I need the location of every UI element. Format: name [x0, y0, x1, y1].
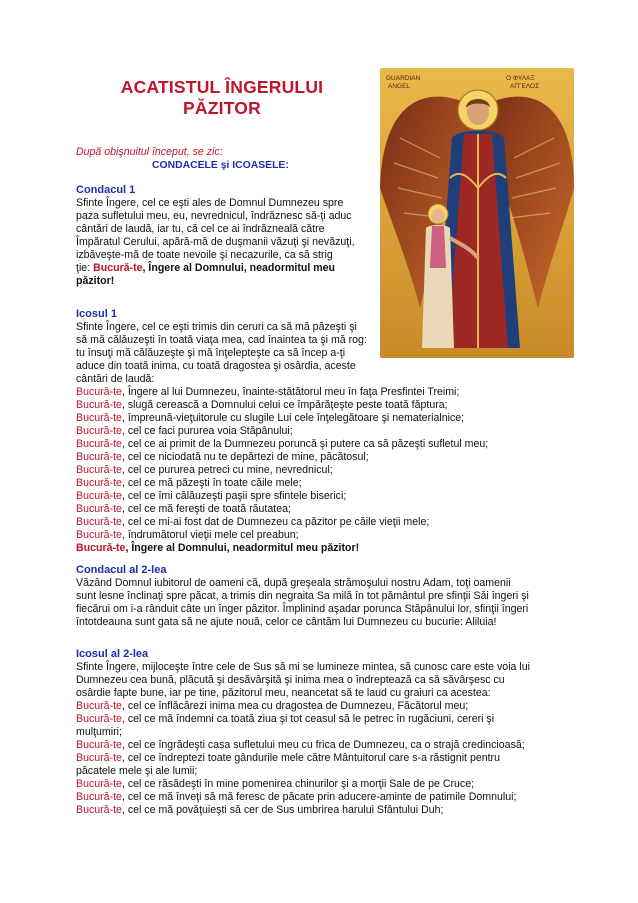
icos1-refrain — [76, 542, 488, 555]
condac1-section — [76, 184, 380, 288]
bucura-te: Bucură-te — [76, 477, 122, 489]
title-line-2: PĂZITOR — [183, 98, 261, 118]
icos1-item — [76, 412, 488, 425]
icos1-line: cântări de laudă: — [76, 373, 155, 385]
bucura-te: Bucură-te — [76, 713, 122, 725]
bucura-te: Bucură-te — [76, 542, 126, 554]
bucura-te: Bucură-te — [76, 778, 122, 790]
icos2-heading: Icosul al 2-lea — [76, 648, 149, 660]
condac1-line: cântări de laudă, iar tu, că cel ce ai îndrăzneală către — [76, 223, 325, 235]
condac2-heading: Condacul al 2-lea — [76, 564, 167, 576]
condac1-prefix: ţie: — [76, 262, 94, 274]
icos1-item — [76, 464, 488, 477]
document-title — [92, 77, 352, 119]
title-line-1: ACATISTUL ÎNGERULUI — [120, 77, 324, 97]
bucura-te: Bucură-te — [76, 739, 122, 751]
icos2-item-text: , cel ce mă înveţi să mă feresc de păcate prin aducere-aminte de patimile Domnului; — [121, 791, 517, 803]
icos1-heading: Icosul 1 — [76, 308, 117, 320]
condac2-line: Văzând Domnul iubitorul de oameni că, după greşeala strămoşului nostru Adam, toţi oamenii — [76, 577, 511, 589]
bucura-te: Bucură-te — [76, 503, 122, 515]
icos1-item-text: , cel ce mă păzeşti în toate căile mele; — [121, 477, 302, 489]
bucura-te: Bucură-te — [76, 386, 122, 398]
bucura-te: Bucură-te — [76, 451, 122, 463]
bucura-te: Bucură-te — [76, 399, 122, 411]
icos1-item-text: , slugă cerească a Domnului celui ce împărăţeşte peste toată făptura; — [121, 399, 448, 411]
icos1-item-text: , îndrumătorul vieţii mele cel preabun; — [121, 529, 299, 541]
svg-text:ANGEL: ANGEL — [388, 83, 411, 90]
icos1-item — [76, 477, 488, 490]
icon-inscription-left: GUARDIAN — [386, 75, 421, 82]
condac1-line: paza sufletului meu, eu, nevrednicul, îndrăznesc să-ţi aduc — [76, 210, 352, 222]
icos2-item — [76, 739, 530, 752]
icos2-item — [76, 700, 530, 713]
icos2-item — [76, 791, 530, 804]
icos1-item — [76, 516, 488, 529]
icos1-item — [76, 503, 488, 516]
icos1-item-text: , cel ce niciodată nu te depărtezi de mine, păcătosul; — [121, 451, 369, 463]
icos2-section — [76, 648, 530, 817]
bucura-te: Bucură-te — [76, 529, 122, 541]
bucura-te: Bucură-te — [76, 464, 122, 476]
icos1-item — [76, 451, 488, 464]
icos2-item-continuation: mulţumiri; — [76, 726, 122, 738]
bucura-te: Bucură-te — [76, 412, 122, 424]
bucura-te: Bucură-te — [93, 262, 143, 274]
condac1-heading: Condacul 1 — [76, 184, 136, 196]
icos2-item — [76, 804, 530, 817]
icos1-item-text: , Îngere al lui Dumnezeu, înainte-stătătorul meu în faţa Presfintei Treimi; — [121, 386, 460, 398]
condac2-line: sunt lesne înclinaţi spre păcat, a trimis din negraita Sa milă în tot pământul pre sfinţii Săi îngeri şi — [76, 590, 529, 602]
icos1-item-text: , cel ce îmi călăuzeşti paşii spre sfintele biserici; — [121, 490, 347, 502]
icos1-item — [76, 425, 488, 438]
icos2-item — [76, 752, 530, 765]
icos2-item-text: , cel ce îngrădeşti casa sufletului meu cu frica de Dumnezeu, ca o strajă credincioasă; — [121, 739, 525, 751]
intro-heading: CONDACELE şi ICOASELE: — [152, 160, 289, 171]
bucura-te: Bucură-te — [76, 490, 122, 502]
icos1-item-text: , cel ce ai primit de la Dumnezeu poruncă şi putere ca să păzeşti sufletul meu; — [121, 438, 489, 450]
icos1-item — [76, 490, 488, 503]
icon-inscription-right: Ο ΦΥΛΑΞ — [506, 75, 535, 82]
refrain-text: , Îngere al Domnului, neadormitul meu — [142, 262, 336, 274]
icos1-item-text: , cel ce mi-ai fost dat de Dumnezeu ca păzitor pe căile vieţii mele; — [121, 516, 430, 528]
icos1-item-text: , cel ce mă fereşti de toată răutatea; — [121, 503, 291, 515]
condac1-line: Împăratul Cerului, apără-mă de duşmanii văzuţi şi nevăzuţi, — [76, 236, 355, 248]
bucura-te: Bucură-te — [76, 752, 122, 764]
icos2-item-text: , cel ce mă îndemni ca toată ziua şi tot ceasul să le petrec în rugăciuni, cereri şi — [121, 713, 495, 725]
icos1-item — [76, 438, 488, 451]
icos1-item-text: , cel ce pururea petreci cu mine, nevrednicul; — [121, 464, 333, 476]
icos1-section — [76, 308, 488, 555]
icos2-line: Dumnezeu cea bună, plăcută şi desăvârşită şi inima mea o îndreptează ca să săvârşesc cu — [76, 674, 505, 686]
condac2-line: întotdeauna sunt gata să ne ajute nouă, celor ce cântăm lui Dumnezeu cu bucurie: Aliluia! — [76, 616, 497, 628]
icos1-line: să mă călăuzeşti în toată viaţa mea, cad înaintea ta şi mă rog: — [76, 334, 367, 346]
bucura-te: Bucură-te — [76, 438, 122, 450]
icos1-line: tu însuţi mă călăuzeşte şi mă înţelepteşte ca să încep a-ţi — [76, 347, 346, 359]
condac2-section — [76, 564, 529, 629]
icos2-item — [76, 778, 530, 791]
intro-rubric: După obişnuitul început, se zic: — [76, 146, 223, 158]
bucura-te: Bucură-te — [76, 791, 122, 803]
bucura-te: Bucură-te — [76, 804, 122, 816]
icos2-line: Sfinte Îngere, mijloceşte între cele de Sus să mi se lumineze mintea, să cunosc care este voia lui — [76, 661, 530, 673]
icos2-item-text: , cel ce mă povăţuieşti să cer de Sus umbrirea harului Sfântului Duh; — [121, 804, 444, 816]
bucura-te: Bucură-te — [76, 700, 122, 712]
icos2-item-text: , cel ce îndreptezi toate gândurile mele către Mântuitorul care s-a răstignit pentru — [121, 752, 500, 764]
icos2-item-text: , cel ce răsădeşti în mine pomenirea chinurilor şi a morţii Sale de pe Cruce; — [121, 778, 475, 790]
condac1-refrain-end: păzitor! — [76, 275, 115, 287]
icos2-item — [76, 713, 530, 726]
bucura-te: Bucură-te — [76, 516, 122, 528]
icos1-item — [76, 529, 488, 542]
icos2-item-continuation: păcatele mele şi ale lumii; — [76, 765, 198, 777]
svg-text:ΑΓΓΕΛΟΣ: ΑΓΓΕΛΟΣ — [510, 83, 540, 90]
icos2-item-text: , cel ce înflăcărezi inima mea cu dragostea de Dumnezeu, Făcătorul meu; — [121, 700, 469, 712]
condac1-line: izbăveşte-mă de toate nevoile şi necazurile, ca să strig — [76, 249, 333, 261]
icos1-line: aduce din toată inima, cu toată dragostea şi osârdia, aceste — [76, 360, 356, 372]
icos1-item-text: , cel ce faci pururea voia Stăpânului; — [121, 425, 293, 437]
icos1-item — [76, 386, 488, 399]
bucura-te: Bucură-te — [76, 425, 122, 437]
icos2-line: osârdie fapte bune, iar pe tine, păzitorul meu, neancetat să te laud cu graiuri ca acestea: — [76, 687, 491, 699]
condac2-line: fiecărui om i-a rânduit câte un înger păzitor. Împlinind aşadar porunca Stăpânului lor, sfinţii îngeri — [76, 603, 529, 615]
condac1-refrain — [76, 262, 380, 275]
refrain-text: , Îngere al Domnului, neadormitul meu păzitor! — [125, 542, 360, 554]
icos1-line: Sfinte Îngere, cel ce eşti trimis din ceruri ca să mă păzeşti şi — [76, 321, 357, 333]
icos1-item-text: , împreună-vieţuitorule cu slugile Lui cele înţelegătoare şi nematerialnice; — [121, 412, 465, 424]
icos1-item — [76, 399, 488, 412]
condac1-line: Sfinte Îngere, cel ce eşti ales de Domnul Dumnezeu spre — [76, 197, 344, 209]
